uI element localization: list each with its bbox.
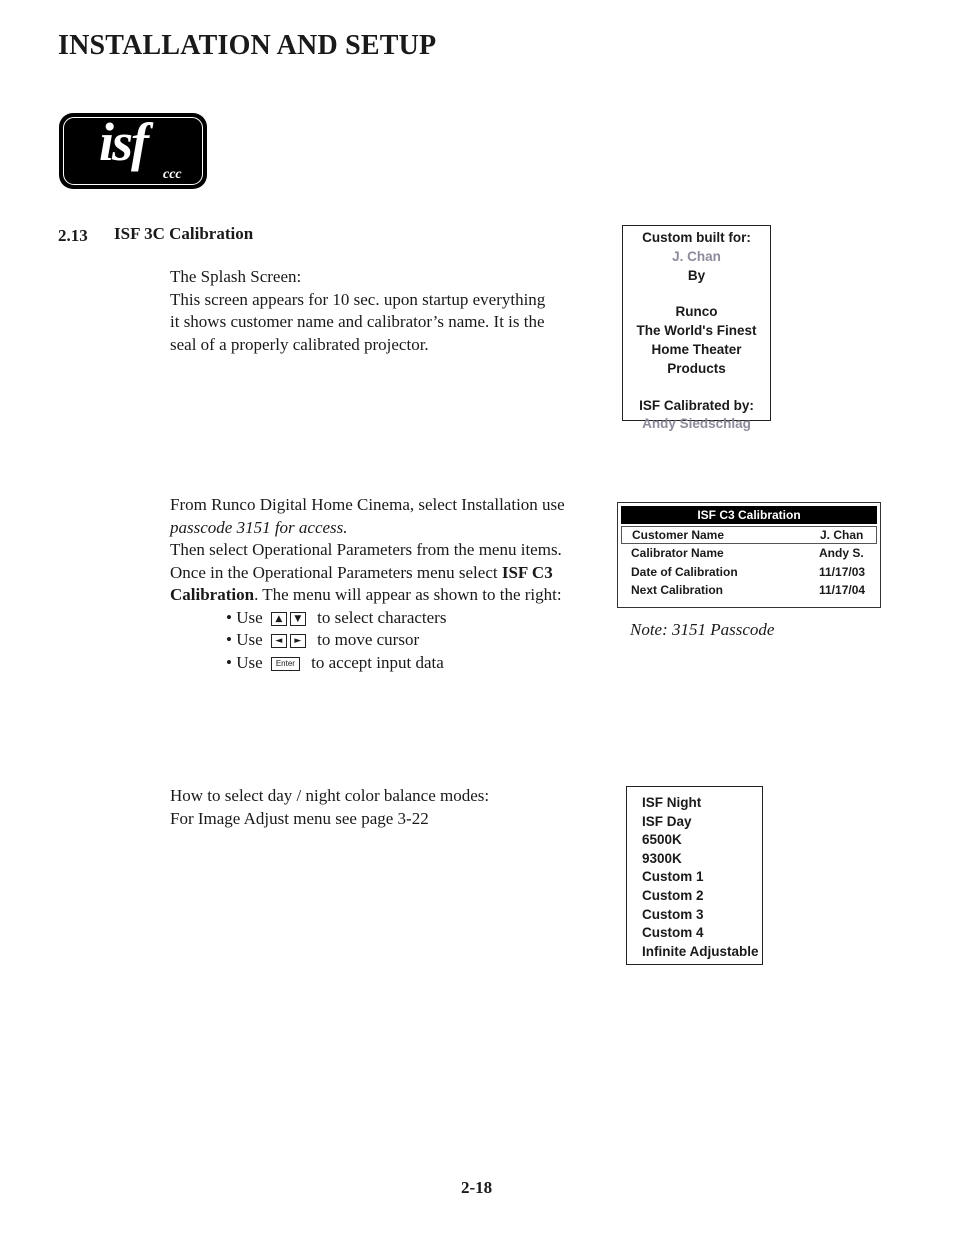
- menu-item-infinite-adjustable[interactable]: Infinite Adjustable: [642, 943, 759, 959]
- spacer: [623, 379, 770, 397]
- menu-row-label: Calibrator Name: [631, 546, 724, 560]
- instruction-text: . The menu will appear as shown to the right:: [254, 585, 562, 604]
- color-balance-description: [170, 785, 590, 830]
- section-title: ISF 3C Calibration: [114, 224, 254, 243]
- right-arrow-icon: ►: [290, 634, 306, 648]
- menu-row-customer-name[interactable]: [621, 526, 877, 544]
- customer-name: J. Chan: [672, 248, 721, 264]
- menu-row-label: Date of Calibration: [631, 565, 738, 579]
- page-title: INSTALLATION AND SETUP: [58, 30, 437, 61]
- menu-name-bold: Calibration: [170, 585, 255, 604]
- menu-row-label: Customer Name: [632, 528, 725, 542]
- splash-heading: The Splash Screen:: [170, 267, 302, 286]
- left-arrow-icon: ◄: [271, 634, 287, 648]
- menu-item-custom-2[interactable]: Custom 2: [642, 887, 704, 903]
- isf-c3-calibration-menu: [617, 502, 881, 608]
- logo-main-text: isf: [99, 112, 147, 172]
- splash-screen-box: [622, 225, 771, 432]
- menu-row-date-of-calibration[interactable]: [621, 563, 877, 581]
- custom-built-label: Custom built for:: [642, 230, 751, 245]
- splash-line: seal of a properly calibrated projector.: [170, 334, 429, 354]
- installation-instructions: [170, 494, 615, 674]
- calibrator-name: Andy Siedschlag: [642, 416, 751, 432]
- enter-key-icon: Enter: [271, 657, 300, 671]
- bullet-text: to select characters: [317, 607, 447, 627]
- menu-row-label: Next Calibration: [631, 583, 724, 597]
- splash-line: This screen appears for 10 sec. upon startup everything: [170, 289, 546, 309]
- splash-line: it shows customer name and calibrator’s name. It is the: [170, 312, 545, 331]
- page-number: 2-18: [461, 1178, 493, 1197]
- menu-item-custom-1[interactable]: Custom 1: [642, 869, 704, 885]
- bullet-text: to accept input data: [311, 652, 444, 672]
- menu-item-isf-night[interactable]: ISF Night: [642, 795, 702, 810]
- menu-item-6500k[interactable]: 6500K: [642, 832, 682, 848]
- down-arrow-icon: ▼: [290, 612, 306, 626]
- menu-row-next-calibration[interactable]: [621, 581, 877, 599]
- color-balance-line: How to select day / night color balance modes:: [170, 786, 490, 805]
- bullet-accept-input: [170, 652, 615, 675]
- instruction-line: Then select Operational Parameters from the menu items.: [170, 540, 562, 559]
- logo-sub-text: ccc: [163, 167, 182, 182]
- calibrated-by-label: ISF Calibrated by:: [639, 397, 754, 413]
- menu-row-value: Andy S.: [819, 546, 864, 560]
- spacer: [623, 285, 770, 303]
- passcode-note: Note: 3151 Passcode: [630, 620, 775, 639]
- instruction-text: Once in the Operational Parameters menu select: [170, 562, 502, 582]
- passcode-line: passcode 3151 for access.: [170, 517, 348, 537]
- up-arrow-icon: ▲: [271, 612, 287, 626]
- menu-row-calibrator-name[interactable]: [621, 544, 877, 562]
- bullet-prefix: • Use: [226, 630, 263, 649]
- menu-row-value: 11/17/03: [819, 565, 866, 579]
- menu-row-value: 11/17/04: [819, 583, 866, 597]
- tagline-line-2: Home Theater Products: [651, 341, 742, 376]
- splash-description: [170, 266, 610, 356]
- by-label: By: [687, 267, 706, 283]
- bullet-prefix: • Use: [226, 652, 263, 672]
- bullet-move-cursor: [170, 629, 615, 652]
- instruction-line: [170, 584, 615, 607]
- bullet-select-characters: [170, 607, 615, 630]
- section-number: 2.13: [58, 226, 88, 245]
- bullet-prefix: • Use: [226, 607, 263, 627]
- menu-row-value: J. Chan: [820, 528, 864, 542]
- menu-title: ISF C3 Calibration: [621, 506, 877, 524]
- instruction-line: From Runco Digital Home Cinema, select Installation use: [170, 495, 565, 514]
- tagline-line-1: The World's Finest: [636, 323, 757, 339]
- menu-name-bold: ISF C3: [501, 562, 553, 582]
- menu-item-9300k[interactable]: 9300K: [642, 850, 682, 866]
- menu-item-custom-3[interactable]: Custom 3: [642, 906, 704, 922]
- color-balance-line: For Image Adjust menu see page 3-22: [170, 808, 429, 828]
- color-balance-menu: [626, 786, 763, 965]
- company-name: Runco: [675, 304, 718, 320]
- bullet-text: to move cursor: [317, 630, 420, 649]
- isf-logo: [59, 113, 207, 189]
- menu-item-custom-4[interactable]: Custom 4: [642, 925, 704, 941]
- menu-item-isf-day[interactable]: ISF Day: [642, 813, 692, 829]
- instruction-line: [170, 562, 615, 585]
